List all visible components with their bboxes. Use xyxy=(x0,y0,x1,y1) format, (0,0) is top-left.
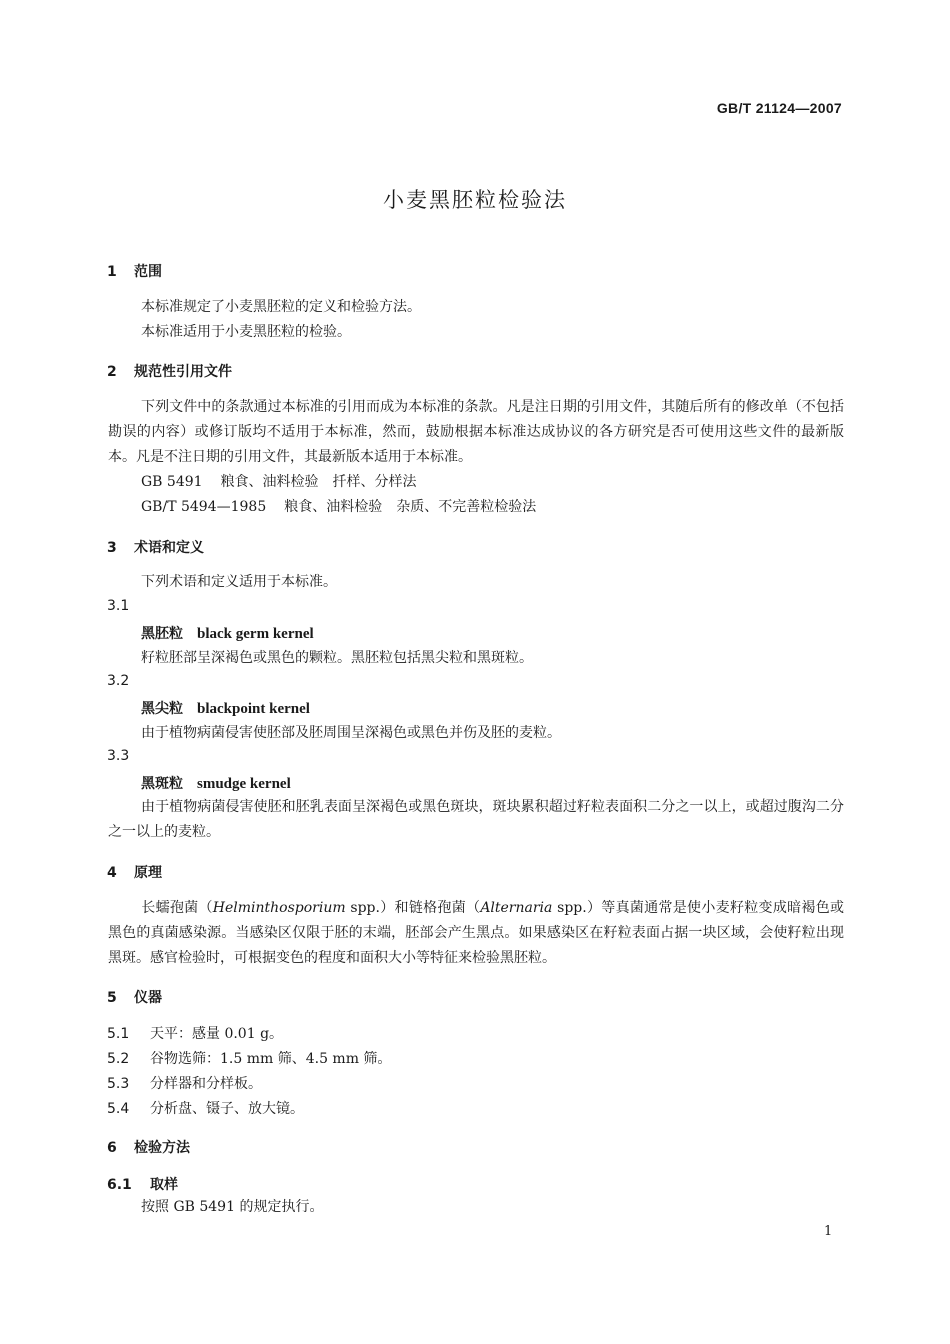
section-number: 3 xyxy=(107,540,117,556)
item-number: 5.3 xyxy=(107,1076,130,1092)
section-title: 规范性引用文件 xyxy=(134,364,232,380)
section-title: 检验方法 xyxy=(134,1140,190,1156)
term-3-1-definition: 籽粒胚部呈深褐色或黑色的颗粒。黑胚粒包括黑尖粒和黑斑粒。 xyxy=(141,650,533,666)
item-number: 5.4 xyxy=(107,1101,130,1117)
term-3-2-definition: 由于植物病菌侵害使胚部及胚周围呈深褐色或黑色并伤及胚的麦粒。 xyxy=(141,725,561,741)
list-item xyxy=(107,1098,304,1118)
subsection-number: 6.1 xyxy=(107,1177,132,1193)
genus-name: Helminthosporium xyxy=(212,900,346,916)
section-2-para-1 xyxy=(108,395,844,470)
item-text: 分样器和分样板。 xyxy=(150,1076,262,1092)
standard-code: GB/T 21124—2007 xyxy=(716,100,842,116)
term-zh: 黑尖粒 xyxy=(141,701,183,717)
reference-code: GB 5491 xyxy=(141,474,203,490)
paragraph-text: spp.）和链格孢菌（ xyxy=(345,900,481,916)
term-3-3-definition xyxy=(108,795,844,845)
term-en: blackpoint kernel xyxy=(197,701,310,717)
reference-code: GB/T 5494—1985 xyxy=(141,499,267,515)
paragraph-text: 由于植物病菌侵害使胚和胚乳表面呈深褐色或黑色斑块，斑块累积超过籽粒表面积二分之一以上，或超过腹沟二分之一以上的麦粒。 xyxy=(108,799,844,840)
section-number: 5 xyxy=(107,990,117,1006)
subsection-6-1-heading xyxy=(107,1174,178,1194)
genus-name: Alternaria xyxy=(480,900,553,916)
section-title: 术语和定义 xyxy=(134,540,204,556)
list-item xyxy=(107,1073,262,1093)
item-number: 5.2 xyxy=(107,1051,130,1067)
section-1-heading xyxy=(107,261,162,281)
item-text: 分析盘、镊子、放大镜。 xyxy=(150,1101,304,1117)
section-number: 1 xyxy=(107,264,117,280)
section-3-heading xyxy=(107,537,204,557)
section-title: 范围 xyxy=(134,264,162,280)
section-title: 仪器 xyxy=(134,990,162,1006)
section-3-para-1: 下列术语和定义适用于本标准。 xyxy=(141,574,337,590)
section-number: 4 xyxy=(107,865,117,881)
term-zh: 黑胚粒 xyxy=(141,626,183,642)
list-item xyxy=(107,1048,391,1068)
document-title: 小麦黑胚粒检验法 xyxy=(383,188,567,212)
page-number: 1 xyxy=(824,1224,833,1239)
term-zh: 黑斑粒 xyxy=(141,776,183,792)
item-text: 天平：感量 0.01 g。 xyxy=(150,1026,284,1042)
paragraph-text: 下列文件中的条款通过本标准的引用而成为本标准的条款。凡是注日期的引用文件，其随后所有的修改单（不包括勘误的内容）或修订版均不适用于本标准，然而，鼓励根据本标准达成协议的各方研究是否可使用这些文件的最新版本。凡是不注日期的引用文件，其最新版本适用于本标准。 xyxy=(108,399,844,465)
paragraph-text: 长蠕孢菌（ xyxy=(141,900,213,916)
reference-2 xyxy=(141,497,536,517)
term-en: smudge kernel xyxy=(197,776,291,792)
item-text: 谷物选筛：1.5 mm 筛、4.5 mm 筛。 xyxy=(150,1051,392,1067)
term-3-2 xyxy=(141,698,310,718)
item-number: 5.1 xyxy=(107,1026,130,1042)
reference-title: 粮食、油料检验 扦样、分样法 xyxy=(220,474,417,490)
term-3-3-number: 3.3 xyxy=(107,748,130,764)
section-4-para-1 xyxy=(108,896,844,971)
term-3-3 xyxy=(141,773,291,793)
section-1-para-1: 本标准规定了小麦黑胚粒的定义和检验方法。 xyxy=(141,299,421,315)
section-4-heading xyxy=(107,862,162,882)
list-item xyxy=(107,1023,283,1043)
subsection-6-1-text: 按照 GB 5491 的规定执行。 xyxy=(141,1199,324,1215)
section-5-heading xyxy=(107,987,162,1007)
term-en: black germ kernel xyxy=(197,626,314,642)
reference-title: 粮食、油料检验 杂质、不完善粒检验法 xyxy=(284,499,537,515)
section-1-para-2: 本标准适用于小麦黑胚粒的检验。 xyxy=(141,324,351,340)
section-title: 原理 xyxy=(134,865,162,881)
paragraph-text: spp.）等真菌通常是使小麦籽粒变成暗褐色或黑色的真菌感染源。当感染区仅限于胚的末端，胚部会产生黑点。如果感染区在籽粒表面占据一块区域，会使籽粒出现黑斑。感官检验时，可根据变色的程度和面积大小等特征来检验黑胚粒。 xyxy=(108,900,845,966)
section-6-heading xyxy=(107,1137,190,1157)
term-3-1-number: 3.1 xyxy=(107,598,130,614)
section-number: 2 xyxy=(107,364,117,380)
section-number: 6 xyxy=(107,1140,117,1156)
reference-1 xyxy=(141,472,417,492)
term-3-1 xyxy=(141,623,314,643)
term-3-2-number: 3.2 xyxy=(107,673,130,689)
section-2-heading xyxy=(107,361,232,381)
subsection-title: 取样 xyxy=(150,1177,178,1193)
